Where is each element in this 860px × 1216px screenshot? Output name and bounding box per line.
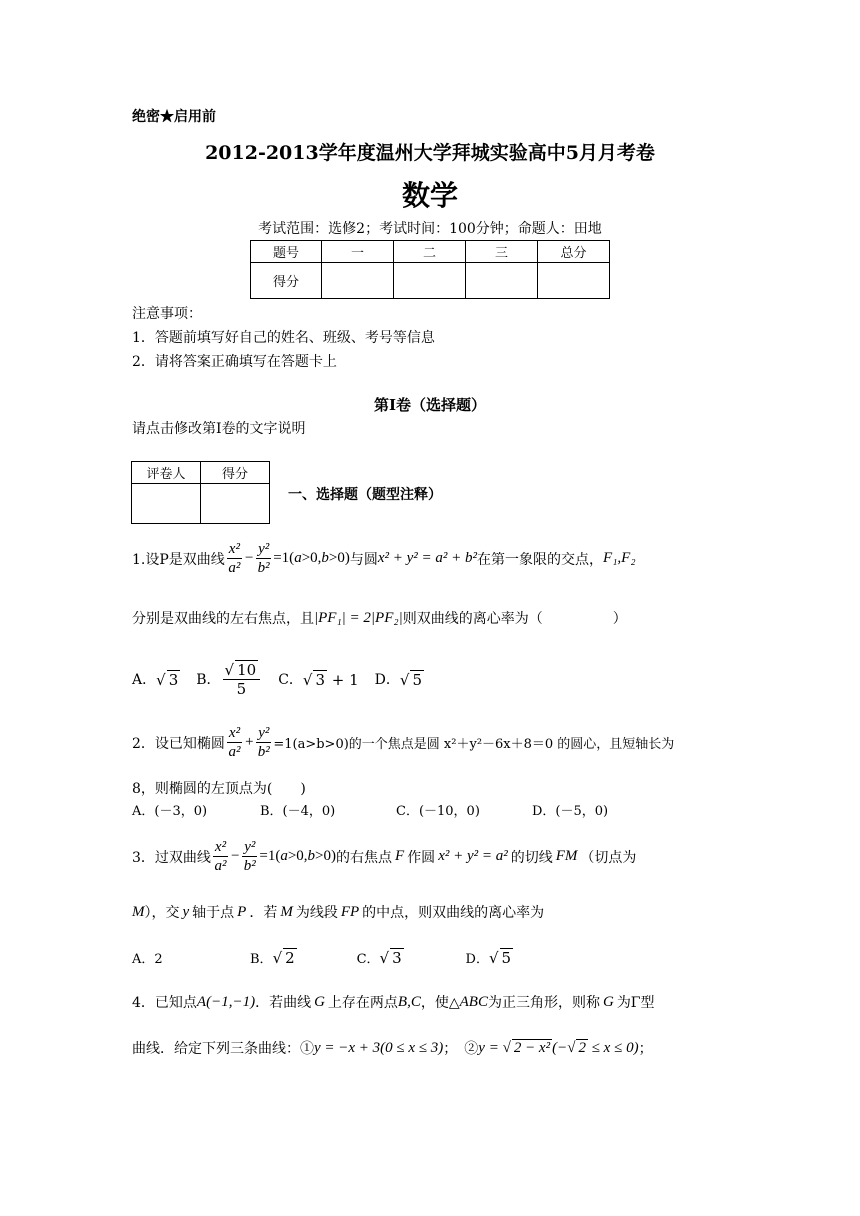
q2-ellipse-eq: $\frac{\text{x²}}{\text{a²}}$ + $\frac{\text{y²}}{\text{b²}}$ (228, 725, 270, 760)
q3-circle-eq: x² + y² = a² (438, 848, 508, 864)
score-cell[interactable] (322, 263, 394, 299)
grader-header-cell: 得分 (201, 462, 270, 484)
q2-option-a: A．(－3，0) (132, 804, 208, 819)
q4-curve2: y = √ 2 − x² (−√ 2 ≤ x ≤ 0) (478, 1040, 639, 1056)
score-header-cell: 题号 (251, 241, 322, 263)
q3-line-fm: FM (555, 848, 578, 864)
part1-title: 第I卷（选择题） (373, 396, 487, 414)
q3-point-m2: M (280, 903, 293, 920)
q2-condition: =1(a>b>0)的一个焦点是圆 x²＋y²－6x＋8＝0 的圆心，且短轴长为 (273, 737, 675, 752)
q3-prefix: 3．过双曲线 (132, 849, 211, 866)
q2-option-b: B．(－4，0) (260, 804, 336, 819)
q2-line1 (132, 724, 674, 761)
notes-title: 注意事项： (132, 306, 202, 322)
score-table (250, 240, 610, 299)
q3-line2 (132, 902, 544, 922)
score-header-cell: 二 (394, 241, 466, 263)
q1-condition-eq: |PF₁| = 2|PF₂| (314, 609, 403, 626)
score-cell[interactable] (394, 263, 466, 299)
q4-line1 (132, 992, 655, 1012)
exam-title: 2012-2013学年度温州大学拜城实验高中5月月考卷 (205, 142, 655, 164)
q3-option-c-label: C． (356, 952, 380, 967)
q1-option-c-value: √ 3 + 1 (302, 670, 359, 689)
q1-mid: 与圆 (349, 551, 378, 568)
q4-points-bc: B,C (397, 993, 421, 1010)
score-cell[interactable] (466, 263, 538, 299)
q4-mid1: ．若曲线 (255, 995, 312, 1011)
q1-option-c-label: C． (278, 672, 303, 688)
note-item: 1．答题前填写好自己的姓名、班级、考号等信息 (132, 330, 435, 346)
q3-option-b-value: √ 2 (272, 949, 295, 967)
q2-option-c: C．(－10，0) (396, 804, 480, 819)
q3-option-b-label: B． (250, 952, 273, 967)
secret-label: 绝密★启用前 (132, 109, 216, 125)
q4-line2: 曲线．给定下列三条曲线：① y = −x + 3(0 ≤ x ≤ 3) ； ② y = √ 2 − x² (−√ 2 ≤ x ≤ 0) ； (132, 1039, 653, 1057)
q3-segment-fp: FP (340, 903, 360, 920)
q4-point-a: A(−1,−1) (196, 993, 256, 1010)
q3-option-d-label: D． (465, 952, 489, 967)
q1-option-d-value: √ 5 (399, 670, 423, 689)
q3-line2-b: 轴于点 (192, 905, 235, 921)
q3-option-c-value: √ 3 (379, 949, 402, 967)
q1-option-b-value: $\frac{√ 10}{5}$ (223, 660, 261, 698)
q3-line1 (132, 838, 636, 875)
part1-desc: 请点击修改第I卷的文字说明 (132, 421, 306, 437)
score-header-cell: 三 (466, 241, 538, 263)
q4-prefix: 4．已知点 (132, 995, 197, 1011)
q4-line2-a: 曲线．给定下列三条曲线：① (132, 1041, 314, 1057)
q3-mid3: 的切线 (510, 849, 553, 866)
section1-title: 一、选择题（题型注释） (288, 487, 442, 503)
q1-line1 (132, 540, 636, 577)
exam-info: 考试范围：选修2；考试时间：100分钟；命题人：田地 (258, 221, 602, 237)
q1-hyperbola-eq: $\frac{\text{x²}}{\text{a²}}$ − $\frac{\text{y²}}{\text{b²}}$ =1(a>0,b>0) (228, 541, 350, 576)
q4-mid3: ，使△ (420, 995, 460, 1011)
grader-cell[interactable] (132, 484, 201, 524)
note-item: 2．请将答案正确填写在答题卡上 (132, 354, 337, 370)
q4-mid2: 上存在两点 (327, 995, 398, 1011)
q3-mid4: （切点为 (580, 849, 637, 866)
q3-mid2: 作圆 (407, 849, 436, 866)
grader-header-cell: 评卷人 (132, 462, 201, 484)
q1-options (132, 660, 424, 698)
score-cell[interactable] (538, 263, 610, 299)
q3-point-f: F (395, 848, 405, 864)
q3-line2-e: 的中点，则双曲线的离心率为 (362, 905, 545, 921)
q1-option-d-label: D． (374, 672, 400, 688)
score-row-label: 得分 (251, 263, 322, 299)
q3-hyperbola-eq: $\frac{\text{x²}}{\text{a²}}$ − $\frac{\text{y²}}{\text{b²}}$ =1(a>0,b>0) (214, 839, 337, 874)
q1-line2 (132, 608, 627, 628)
q4-curve-g: G (314, 993, 325, 1010)
q4-mid5: 为Γ型 (616, 995, 655, 1011)
q2-prefix: 2．设已知椭圆 (132, 735, 225, 752)
q1-circle-eq: x² + y² = a² + b² (377, 550, 478, 566)
q3-point-m: M (132, 903, 145, 920)
score-header-cell: 一 (322, 241, 394, 263)
q2-line2: 8，则椭圆的左顶点为( ) (132, 781, 306, 797)
q3-axis-y: y (182, 903, 190, 920)
q1-option-b-label: B． (196, 672, 221, 688)
q3-option-d-value: √ 5 (488, 949, 512, 967)
q3-line2-d: 为线段 (295, 905, 338, 921)
q4-mid4: 为正三角形，则称 (487, 995, 600, 1011)
q3-option-a: A．2 (132, 952, 163, 967)
grader-cell[interactable] (201, 484, 270, 524)
subject-title: 数学 (401, 179, 458, 212)
q4-curve-g2: G (602, 993, 614, 1010)
q3-point-p: P (237, 903, 247, 920)
q1-prefix: 1.设P是双曲线 (132, 551, 225, 568)
q1-foci: F₁,F₂ (603, 550, 636, 566)
q4-curve1: y = −x + 3(0 ≤ x ≤ 3) (314, 1039, 444, 1056)
score-header-cell: 总分 (538, 241, 610, 263)
q1-option-a-label: A． (132, 672, 157, 688)
grader-table (131, 461, 270, 524)
q4-line2-b: ； ② (443, 1041, 479, 1057)
q1-option-a-value: √ 3 (156, 670, 179, 689)
q1-line2-post: 则双曲线的离心率为（ ） (402, 611, 627, 627)
q2-option-d: D．(－5，0) (532, 804, 609, 819)
q3-options (132, 948, 513, 967)
q3-line2-c: ．若 (249, 905, 278, 921)
q4-triangle: ABC (459, 993, 488, 1010)
q1-suffix: 在第一象限的交点， (477, 551, 604, 568)
q3-mid1: 的右焦点 (336, 849, 393, 866)
q3-line2-a: ），交 (144, 905, 180, 921)
q1-line2-pre: 分别是双曲线的左右焦点，且 (132, 611, 314, 627)
